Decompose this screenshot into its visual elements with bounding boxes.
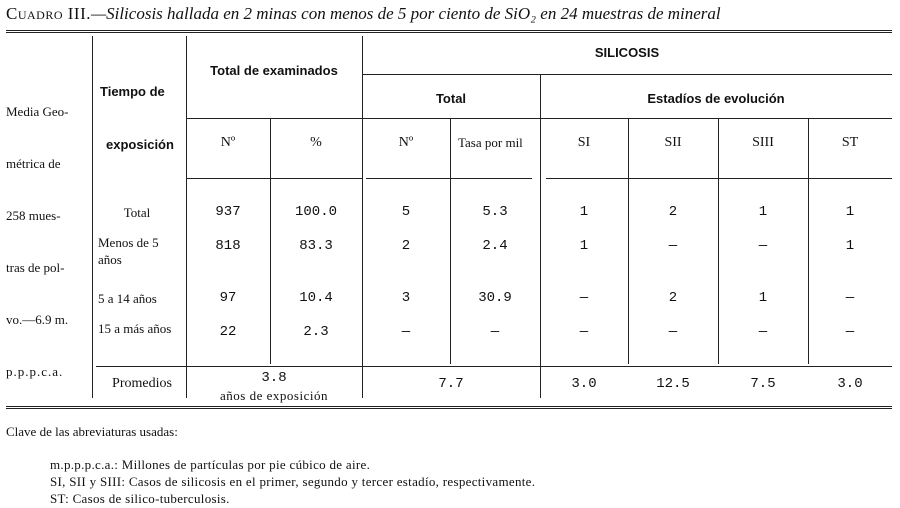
footnote-heading: Clave de las abreviaturas usadas: (6, 424, 178, 439)
header-bottom-rule (366, 178, 532, 179)
header-exposicion: exposición (106, 137, 174, 152)
side-note-line: métrica de (6, 156, 61, 171)
cell-sn: 3 (401, 290, 411, 306)
promedios-exam: 3.8 (261, 370, 287, 386)
side-note-line: tras de pol- (6, 260, 65, 275)
cell-sii: — (668, 238, 678, 254)
cell-n: 97 (219, 290, 237, 306)
silicosis-rule (362, 74, 892, 75)
cell-pct: 83.3 (299, 238, 333, 254)
col-divider (92, 36, 93, 398)
top-rule (6, 30, 892, 33)
cell-tasa: 2.4 (482, 238, 508, 254)
header-bottom-rule (186, 178, 362, 179)
promedios-si: 3.0 (571, 376, 597, 392)
header-no: Nº (220, 135, 236, 150)
side-note (6, 104, 90, 384)
header-pct: % (310, 135, 322, 150)
header-no-silicosis: Nº (398, 135, 414, 150)
cell-st: — (845, 290, 855, 306)
header-si: SI (577, 135, 591, 150)
promedios-siii: 7.5 (750, 376, 776, 392)
cell-n: 818 (215, 238, 241, 254)
table-number: Cuadro III. (6, 4, 91, 23)
side-note-line: Media Geo- (6, 104, 69, 119)
side-note-line: 258 mues- (6, 208, 61, 223)
table-caption: —Silicosis hallada en 2 minas con menos de 5 por ciento de SiO₂ en 24 muestras de mineral (91, 4, 721, 23)
cell-st: 1 (845, 204, 855, 220)
cell-si: 1 (579, 204, 589, 220)
header-total: Total (435, 91, 467, 106)
cell-n: 937 (215, 204, 241, 220)
cell-sii: 2 (668, 204, 678, 220)
cell-siii: 1 (758, 204, 768, 220)
cell-si: — (579, 290, 589, 306)
row-label: 5 a 14 años (98, 291, 157, 306)
footnote-line: SI, SII y SIII: Casos de silicosis en el primer, segundo y tercer estadío, respectivamente. (50, 474, 536, 489)
row-label: Total (123, 205, 151, 220)
header-total-examinados: Total de examinados (210, 63, 338, 78)
cell-tasa: 5.3 (482, 204, 508, 220)
cell-sii: — (668, 324, 678, 340)
side-note-line: p.p.p.c.a. (6, 364, 64, 379)
promedios-st: 3.0 (837, 376, 863, 392)
cell-siii: — (758, 238, 768, 254)
cell-sn: — (401, 324, 411, 340)
cell-siii: 1 (758, 290, 768, 306)
cell-si: — (579, 324, 589, 340)
promedios-sii: 12.5 (656, 376, 690, 392)
cell-tasa: 30.9 (478, 290, 512, 306)
header-bottom-rule (546, 178, 892, 179)
cell-st: — (845, 324, 855, 340)
promedios-total: 7.7 (438, 376, 464, 392)
header-silicosis: SILICOSIS (594, 45, 660, 60)
footnote-line: m.p.p.p.c.a.: Millones de partículas por pie cúbico de aire. (50, 457, 371, 472)
cell-si: 1 (579, 238, 589, 254)
cell-sn: 2 (401, 238, 411, 254)
cell-tasa: — (490, 324, 500, 340)
col-divider (540, 74, 541, 398)
side-note-line: vo.—6.9 m. (6, 312, 69, 327)
subheader-rule (186, 118, 892, 119)
header-st: ST (841, 135, 859, 150)
header-tasa: Tasa por mil (458, 135, 523, 150)
cell-st: 1 (845, 238, 855, 254)
row-label: 15 a más años (98, 321, 172, 336)
header-tiempo: Tiempo de (100, 84, 165, 99)
cell-n: 22 (219, 324, 237, 340)
cell-pct: 2.3 (303, 324, 329, 340)
footnote-line: ST: Casos de silico-tuberculosis. (50, 491, 230, 506)
bottom-rule (6, 406, 892, 409)
promedios-rule (96, 366, 892, 367)
cell-sii: 2 (668, 290, 678, 306)
promedios-label: Promedios (112, 376, 172, 391)
cell-sn: 5 (401, 204, 411, 220)
header-siii: SIII (752, 135, 774, 150)
header-sii: SII (664, 135, 682, 150)
cell-pct: 10.4 (299, 290, 333, 306)
cell-pct: 100.0 (294, 204, 337, 220)
header-estadios: Estadíos de evolución (647, 91, 785, 106)
table-title (6, 4, 896, 24)
promedios-exam-note: años de exposición (220, 388, 328, 403)
cell-siii: — (758, 324, 768, 340)
row-label: Menos de 5 años (98, 235, 159, 267)
